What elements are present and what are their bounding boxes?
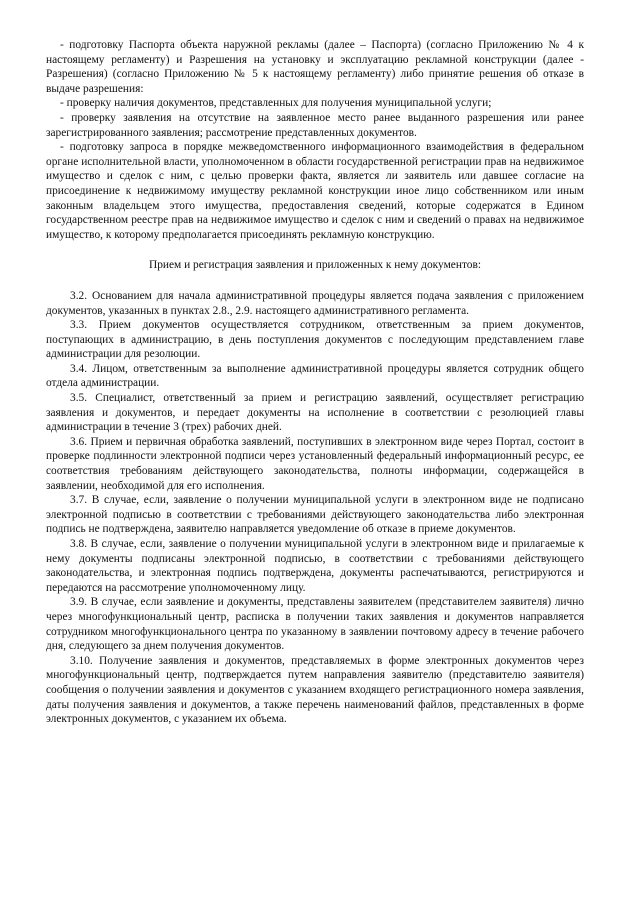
paragraph-3-7: 3.7. В случае, если, заявление о получении муниципальной услуги в электронном виде не подписано электронной подписью в соответствии с требованиями действующего законодательства либо электронная подпись не подтверждена, заявителю направляется уведомление об отказе в приеме документов. [46,494,584,536]
paragraph-3-2: 3.2. Основанием для начала административной процедуры является подача заявления с приложением документов, указанных в пунктах 2.8., 2.9. настоящего административного регламента. [46,289,584,317]
paragraph-3-8: 3.8. В случае, если, заявление о получении муниципальной услуги в электронном виде и прилагаемые к нему документы подписаны электронной подписью, в соответствии с требованиями действующего законодательства, и электронная подпись подтверждена, документы распечатываются, регистрируются и передаются на рассмотрение уполномоченному лицу. [46,538,584,594]
bullet-interagency-request: - подготовку запроса в порядке межведомственного информационного взаимодействия в федеральном органе исполнительной власти, уполномоченном в области государственной регистрации прав на недвижимое имущество и сделок с ним, с целью проверки факта, является ли заявитель или давшее согласие на присоединение к недвижимому имуществу рекламной конструкции иное лицо собственником или иным законным владельцем этого имущества, предоставления сведений, которые содержатся в Едином государственном реестре прав на недвижимое имущество и сделок с ним и сведений о правах на недвижимое имущество, к которому предполагается присоединять рекламную конструкцию. [46,141,584,241]
paragraph-3-5: 3.5. Специалист, ответственный за прием и регистрацию заявлений, осуществляет регистрацию заявления и документов, и передает документы на исполнение в соответствии с резолюцией главы администрации в течение 3 (трех) рабочих дней. [46,392,584,434]
paragraph-3-10: 3.10. Получение заявления и документов, представляемых в форме электронных документов через многофункциональный центр, подтверждается путем направления заявителю (представителю заявителя) сообщения о получении заявления и документов с указанием входящего регистрационного номера заявления, даты получения заявления и документов, а также перечень наименований файлов, представленных в форме электронных документов, с указанием их объема. [46,654,584,726]
bullet-check-application: - проверку заявления на отсутствие на заявленное место ранее выданного разрешения или ранее зарегистрированного заявления; рассмотрение представленных документов. [46,111,584,139]
paragraph-3-9: 3.9. В случае, если заявление и документы, представлены заявителем (представителем заявителя) лично через многофункциональный центр, расписка в получении таких заявления и документов направляется сотрудником многофункционального центра по указанному в заявлении почтовому адресу в течение рабочего дня, следующего за днем получения документов. [46,596,584,653]
section-heading: Прием и регистрация заявления и приложенных к нему документов: [148,259,482,272]
paragraph-3-4: 3.4. Лицом, ответственным за выполнение административной процедуры является сотрудник общего отдела администрации. [46,362,584,390]
bullet-passport-preparation: - подготовку Паспорта объекта наружной рекламы (далее – Паспорта) (согласно Приложению № 4 к настоящему регламенту) и Разрешения на установку и эксплуатацию рекламной конструкции (далее - Разрешения) (согласно Приложению № 5 к настоящему регламенту) либо принятие решения об отказе в выдаче разрешения: [46,39,584,95]
paragraph-3-3: 3.3. Прием документов осуществляется сотрудником, ответственным за прием документов, поступающих в администрацию, в день поступления документов с последующим представлением главе администрации для резолюции. [46,319,584,361]
bullet-check-documents: - проверку наличия документов, представленных для получения муниципальной услуги; [60,97,492,110]
paragraph-3-6: 3.6. Прием и первичная обработка заявлений, поступивших в электронном виде через Портал, состоит в проверке подлинности электронной подписи через установленный федеральный информационный ресурс, ее соответствия требованиям действующего законодательства, полноты информации, содержащейся в заявлении, необходимой для его исполнения. [46,435,584,492]
